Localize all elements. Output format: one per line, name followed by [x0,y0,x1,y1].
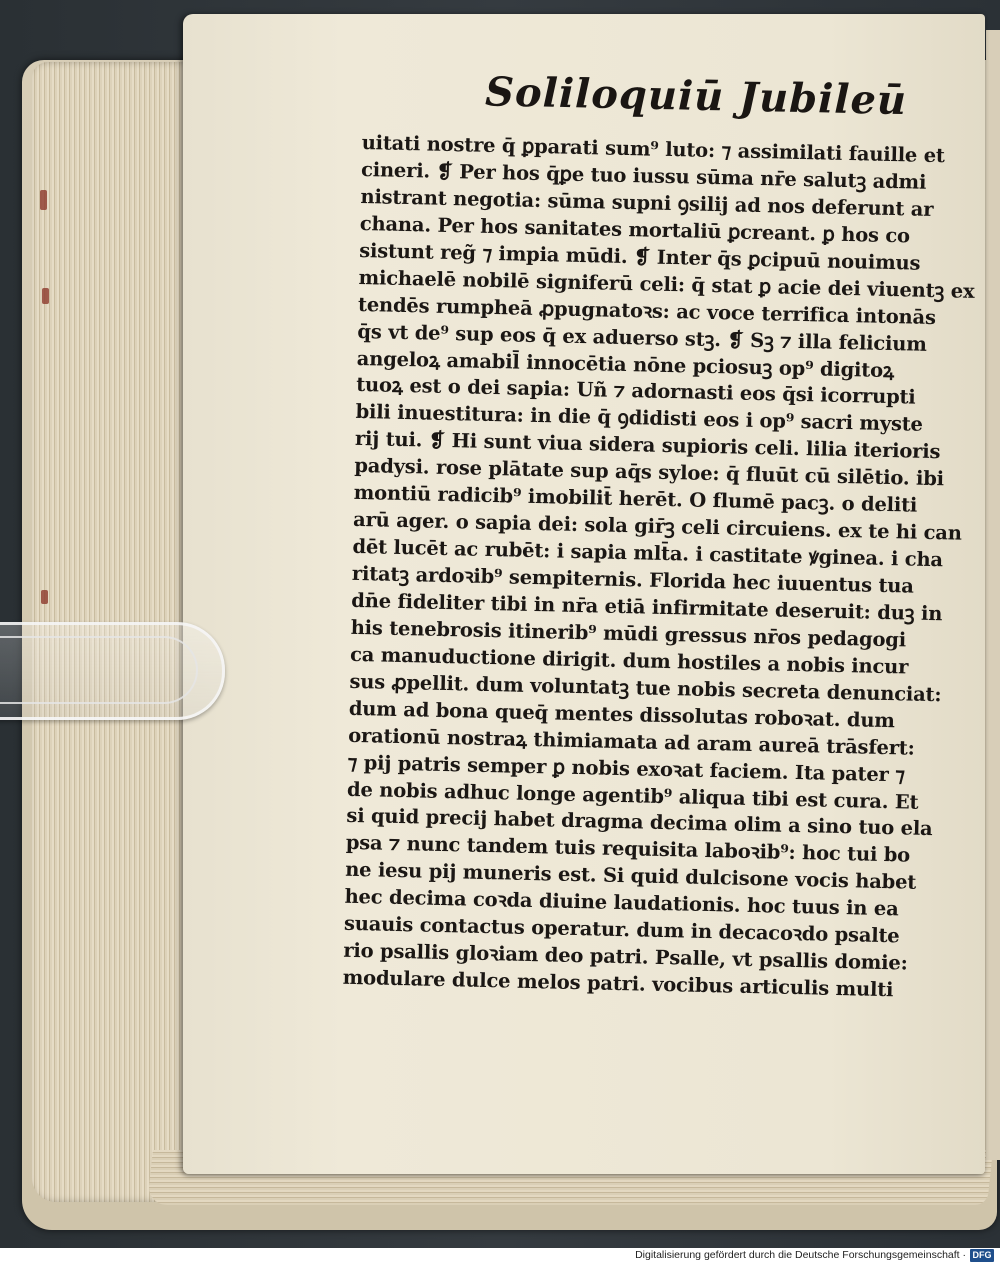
text-line: ne iesu pij muneris est. Si quid dulcisone vocis habet [344,858,917,895]
text-line: rij tui. ❡ Hi sunt viua sidera supioris celi. lilia iterioris [354,427,941,464]
dfg-logo: DFG [970,1249,994,1262]
text-line: chana. Per hos sanitates mortaliū ꝑcreant. ꝑ hos co [359,211,911,248]
text-line: sus ꝓpellit. dum voluntatꝫ tue nobis secreta denunciat: [349,669,942,707]
facing-page-edge [986,30,1000,1160]
text-line: suauis contactus operatur. dum in decacoꝛdo psalte [343,911,900,948]
text-line: ⁊ pij patris semper ꝑ nobis exoꝛat faciem. Ita pater ⁊ [347,750,905,787]
text-line: michaelē nobilē signiferū celi: q̄ stat ꝑ acie dei viuentꝫ ex [358,265,975,303]
running-head: Soliloquiū Jubileū [484,68,908,125]
text-line: orationū nostraꝝ thimiamata ad aram aureā trāsfert: [348,723,915,760]
text-line: bili inuestitura: in die q̄ ꝯdidisti eos i op⁹ sacri myste [355,400,924,437]
text-line: sistunt reg̃ ⁊ impia mūdi. ❡ Inter q̄s ꝑcipuū nouimus [359,238,921,275]
edge-mark [42,288,49,304]
funding-credit: Digitalisierung gefördert durch die Deutsche Forschungsgemeinschaft · [635,1249,966,1261]
text-line: si quid precij habet dragma decima olim a sino tuo ela [346,804,933,841]
text-line: arū ager. o sapia dei: sola gir̄ꝫ celi circuiens. ex te hi can [352,508,962,545]
text-line: uitati nostre q̄ ꝑparati sum⁹ luto: ⁊ assimilati fauille et [361,130,945,168]
text-line: q̄s vt de⁹ sup eos q̄ ex aduerso stꝫ. ❡ Sꝫ ⁊ illa felicium [357,319,927,356]
text-line: modulare dulce melos patri. vocibus articulis multi [342,965,894,1002]
text-line: ca manuductione dirigit. dum hostiles a nobis incur [349,642,909,679]
text-line: his tenebrosis itinerib⁹ mūdi gressus nr̄os pedagogi [350,615,907,652]
text-line: tendēs rumpheā ꝓpugnatoꝛs: ac voce terrifica intonās [357,292,937,329]
text-line: nistrant negotia: sūma supni ꝯsilij ad nos deferunt ar [360,184,934,221]
text-line: rio psallis gloꝛiam deo patri. Psalle, vt psallis domie: [343,938,908,975]
text-line: dn̄e fideliter tibi in nr̄a etiā infirmitate deseruit: duꝫ in [351,588,943,626]
text-line: padysi. rose plātate sup aq̄s syloe: q̄ fluūt cū silētio. ibi [354,454,945,491]
text-line: angeloꝝ amabil̄ innocētia nōne pciosuꝫ op⁹ digitoꝝ [356,346,895,382]
page-clip-inner [0,636,198,704]
text-line: de nobis adhuc longe agentib⁹ aliqua tibi est cura. Et [346,777,919,814]
text-line: dēt lucēt ac rubēt: i sapia mlt̄a. i castitate ꝟginea. i cha [352,534,944,572]
text-line: cineri. ❡ Per hos q̄ꝑe tuo iussu sūma nr̄e salutꝫ admi [360,157,927,194]
text-line: hec decima coꝛda diuine laudationis. hoc tuus in ea [344,885,899,921]
text-block [342,130,975,1004]
text-line: ritatꝫ ardoꝛib⁹ sempiternis. Florida hec iuuentus tua [351,561,914,598]
text-line: psa ⁊ nunc tandem tuis requisita laboꝛib⁹: hoc tui bo [345,831,911,867]
text-line: montiū radicib⁹ imobilit̄ herēt. O flumē pacꝫ. o deliti [353,481,918,517]
edge-mark [40,190,47,210]
edge-mark [41,590,48,604]
text-line: tuoꝝ est o dei sapia: Uñ ⁊ adornasti eos q̄si icorrupti [355,373,916,410]
text-line: dum ad bona queq̄ mentes dissolutas roboꝛat. dum [348,696,896,732]
